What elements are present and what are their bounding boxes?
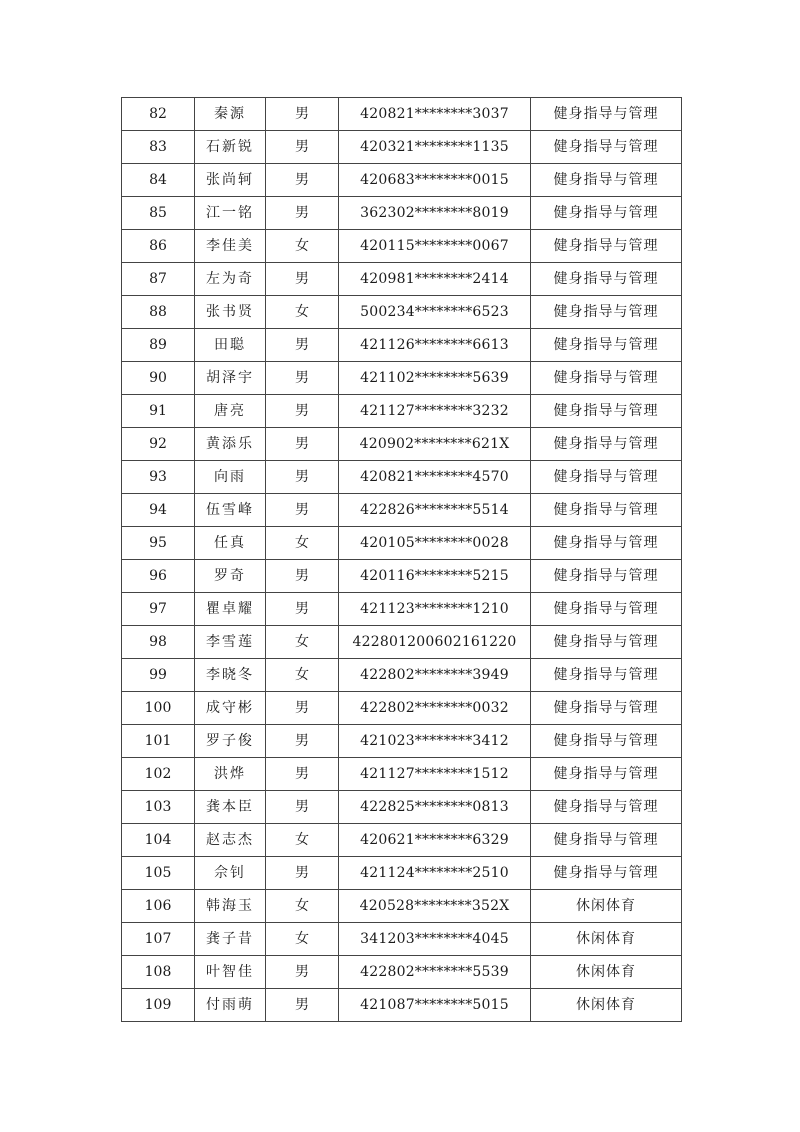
student-name: 任真	[195, 527, 266, 560]
student-name: 龚子昔	[195, 923, 266, 956]
student-name: 黄添乐	[195, 428, 266, 461]
student-major: 健身指导与管理	[531, 593, 682, 626]
student-name: 张尚轲	[195, 164, 266, 197]
student-name: 唐亮	[195, 395, 266, 428]
student-gender: 男	[266, 989, 339, 1022]
student-id-number: 420528********352X	[339, 890, 531, 923]
student-id-number: 420981********2414	[339, 263, 531, 296]
student-major: 健身指导与管理	[531, 824, 682, 857]
student-name: 李晓冬	[195, 659, 266, 692]
student-major: 健身指导与管理	[531, 230, 682, 263]
student-major: 健身指导与管理	[531, 395, 682, 428]
student-gender: 女	[266, 923, 339, 956]
student-id-number: 421087********5015	[339, 989, 531, 1022]
student-gender: 女	[266, 626, 339, 659]
student-gender: 女	[266, 296, 339, 329]
table-row	[122, 626, 682, 659]
student-id-number: 422802********0032	[339, 692, 531, 725]
table-row	[122, 230, 682, 263]
student-id-number: 422802********3949	[339, 659, 531, 692]
student-major: 健身指导与管理	[531, 461, 682, 494]
student-id-number: 421102********5639	[339, 362, 531, 395]
student-id-number: 362302********8019	[339, 197, 531, 230]
student-id-number: 421126********6613	[339, 329, 531, 362]
table-row	[122, 527, 682, 560]
row-number: 102	[122, 758, 195, 791]
student-id-number: 421127********3232	[339, 395, 531, 428]
student-gender: 女	[266, 230, 339, 263]
student-id-number: 500234********6523	[339, 296, 531, 329]
student-major: 健身指导与管理	[531, 857, 682, 890]
student-gender: 女	[266, 890, 339, 923]
student-id-number: 422802********5539	[339, 956, 531, 989]
table-row	[122, 296, 682, 329]
student-major: 健身指导与管理	[531, 428, 682, 461]
student-gender: 男	[266, 263, 339, 296]
table-row	[122, 164, 682, 197]
table-row	[122, 428, 682, 461]
student-major: 健身指导与管理	[531, 329, 682, 362]
student-gender: 男	[266, 461, 339, 494]
table-row	[122, 791, 682, 824]
student-name: 洪烨	[195, 758, 266, 791]
student-id-number: 420821********3037	[339, 98, 531, 131]
student-name: 秦源	[195, 98, 266, 131]
row-number: 89	[122, 329, 195, 362]
student-gender: 男	[266, 857, 339, 890]
table-row	[122, 923, 682, 956]
student-gender: 女	[266, 527, 339, 560]
student-name: 罗奇	[195, 560, 266, 593]
row-number: 97	[122, 593, 195, 626]
row-number: 91	[122, 395, 195, 428]
student-name: 田聪	[195, 329, 266, 362]
student-major: 健身指导与管理	[531, 362, 682, 395]
row-number: 98	[122, 626, 195, 659]
table-row	[122, 758, 682, 791]
row-number: 107	[122, 923, 195, 956]
student-name: 韩海玉	[195, 890, 266, 923]
student-gender: 男	[266, 197, 339, 230]
student-gender: 男	[266, 428, 339, 461]
row-number: 106	[122, 890, 195, 923]
student-name: 石新锐	[195, 131, 266, 164]
student-name: 江一铭	[195, 197, 266, 230]
student-name: 左为奇	[195, 263, 266, 296]
row-number: 85	[122, 197, 195, 230]
student-major: 健身指导与管理	[531, 164, 682, 197]
student-major: 健身指导与管理	[531, 758, 682, 791]
row-number: 92	[122, 428, 195, 461]
table-row	[122, 362, 682, 395]
student-gender: 男	[266, 725, 339, 758]
student-name: 赵志杰	[195, 824, 266, 857]
student-major: 休闲体育	[531, 890, 682, 923]
student-name: 胡泽宇	[195, 362, 266, 395]
student-name: 龚本臣	[195, 791, 266, 824]
row-number: 99	[122, 659, 195, 692]
student-id-number: 420105********0028	[339, 527, 531, 560]
student-name: 向雨	[195, 461, 266, 494]
row-number: 105	[122, 857, 195, 890]
student-gender: 男	[266, 692, 339, 725]
student-id-number: 421023********3412	[339, 725, 531, 758]
student-major: 休闲体育	[531, 923, 682, 956]
student-major: 健身指导与管理	[531, 725, 682, 758]
student-gender: 男	[266, 593, 339, 626]
student-major: 健身指导与管理	[531, 626, 682, 659]
row-number: 84	[122, 164, 195, 197]
student-major: 健身指导与管理	[531, 560, 682, 593]
table-row	[122, 494, 682, 527]
table-row	[122, 824, 682, 857]
student-major: 健身指导与管理	[531, 263, 682, 296]
student-id-number: 422826********5514	[339, 494, 531, 527]
table-row	[122, 593, 682, 626]
student-major: 健身指导与管理	[531, 296, 682, 329]
table-row	[122, 263, 682, 296]
student-name: 成守彬	[195, 692, 266, 725]
student-id-number: 421124********2510	[339, 857, 531, 890]
student-major: 健身指导与管理	[531, 197, 682, 230]
student-name: 李佳美	[195, 230, 266, 263]
student-id-number: 420821********4570	[339, 461, 531, 494]
student-gender: 男	[266, 791, 339, 824]
student-major: 健身指导与管理	[531, 494, 682, 527]
student-name: 李雪莲	[195, 626, 266, 659]
row-number: 103	[122, 791, 195, 824]
row-number: 82	[122, 98, 195, 131]
student-major: 健身指导与管理	[531, 659, 682, 692]
student-gender: 男	[266, 560, 339, 593]
table-row	[122, 461, 682, 494]
student-id-number: 420683********0015	[339, 164, 531, 197]
student-major: 健身指导与管理	[531, 131, 682, 164]
student-gender: 男	[266, 494, 339, 527]
student-name: 张书贤	[195, 296, 266, 329]
student-major: 健身指导与管理	[531, 692, 682, 725]
table-row	[122, 329, 682, 362]
row-number: 86	[122, 230, 195, 263]
student-id-number: 420902********621X	[339, 428, 531, 461]
table-row	[122, 857, 682, 890]
student-major: 健身指导与管理	[531, 98, 682, 131]
row-number: 101	[122, 725, 195, 758]
student-id-number: 420321********1135	[339, 131, 531, 164]
table-row	[122, 560, 682, 593]
table-row	[122, 98, 682, 131]
row-number: 109	[122, 989, 195, 1022]
student-gender: 男	[266, 164, 339, 197]
row-number: 108	[122, 956, 195, 989]
student-id-number: 421127********1512	[339, 758, 531, 791]
table-row	[122, 890, 682, 923]
student-name: 佘钊	[195, 857, 266, 890]
row-number: 88	[122, 296, 195, 329]
row-number: 83	[122, 131, 195, 164]
row-number: 95	[122, 527, 195, 560]
student-major: 休闲体育	[531, 989, 682, 1022]
row-number: 90	[122, 362, 195, 395]
row-number: 94	[122, 494, 195, 527]
table-row	[122, 659, 682, 692]
student-major: 休闲体育	[531, 956, 682, 989]
student-gender: 女	[266, 659, 339, 692]
student-name: 瞿卓耀	[195, 593, 266, 626]
student-id-number: 341203********4045	[339, 923, 531, 956]
table-row	[122, 725, 682, 758]
student-gender: 男	[266, 758, 339, 791]
student-id-number: 420116********5215	[339, 560, 531, 593]
table-row	[122, 989, 682, 1022]
row-number: 100	[122, 692, 195, 725]
table-row	[122, 197, 682, 230]
student-name: 罗子俊	[195, 725, 266, 758]
student-id-number: 421123********1210	[339, 593, 531, 626]
student-name: 叶智佳	[195, 956, 266, 989]
student-name: 付雨萌	[195, 989, 266, 1022]
student-gender: 男	[266, 956, 339, 989]
student-gender: 男	[266, 362, 339, 395]
roster-body	[122, 98, 682, 1022]
row-number: 104	[122, 824, 195, 857]
student-roster-table	[121, 97, 682, 1022]
student-gender: 女	[266, 824, 339, 857]
student-major: 健身指导与管理	[531, 791, 682, 824]
student-name: 伍雪峰	[195, 494, 266, 527]
student-id-number: 420115********0067	[339, 230, 531, 263]
student-id-number: 422801200602161220	[339, 626, 531, 659]
table-row	[122, 692, 682, 725]
student-gender: 男	[266, 131, 339, 164]
table-row	[122, 131, 682, 164]
student-gender: 男	[266, 329, 339, 362]
student-id-number: 420621********6329	[339, 824, 531, 857]
table-row	[122, 395, 682, 428]
student-id-number: 422825********0813	[339, 791, 531, 824]
student-major: 健身指导与管理	[531, 527, 682, 560]
table-row	[122, 956, 682, 989]
row-number: 93	[122, 461, 195, 494]
student-gender: 男	[266, 395, 339, 428]
row-number: 96	[122, 560, 195, 593]
row-number: 87	[122, 263, 195, 296]
student-gender: 男	[266, 98, 339, 131]
